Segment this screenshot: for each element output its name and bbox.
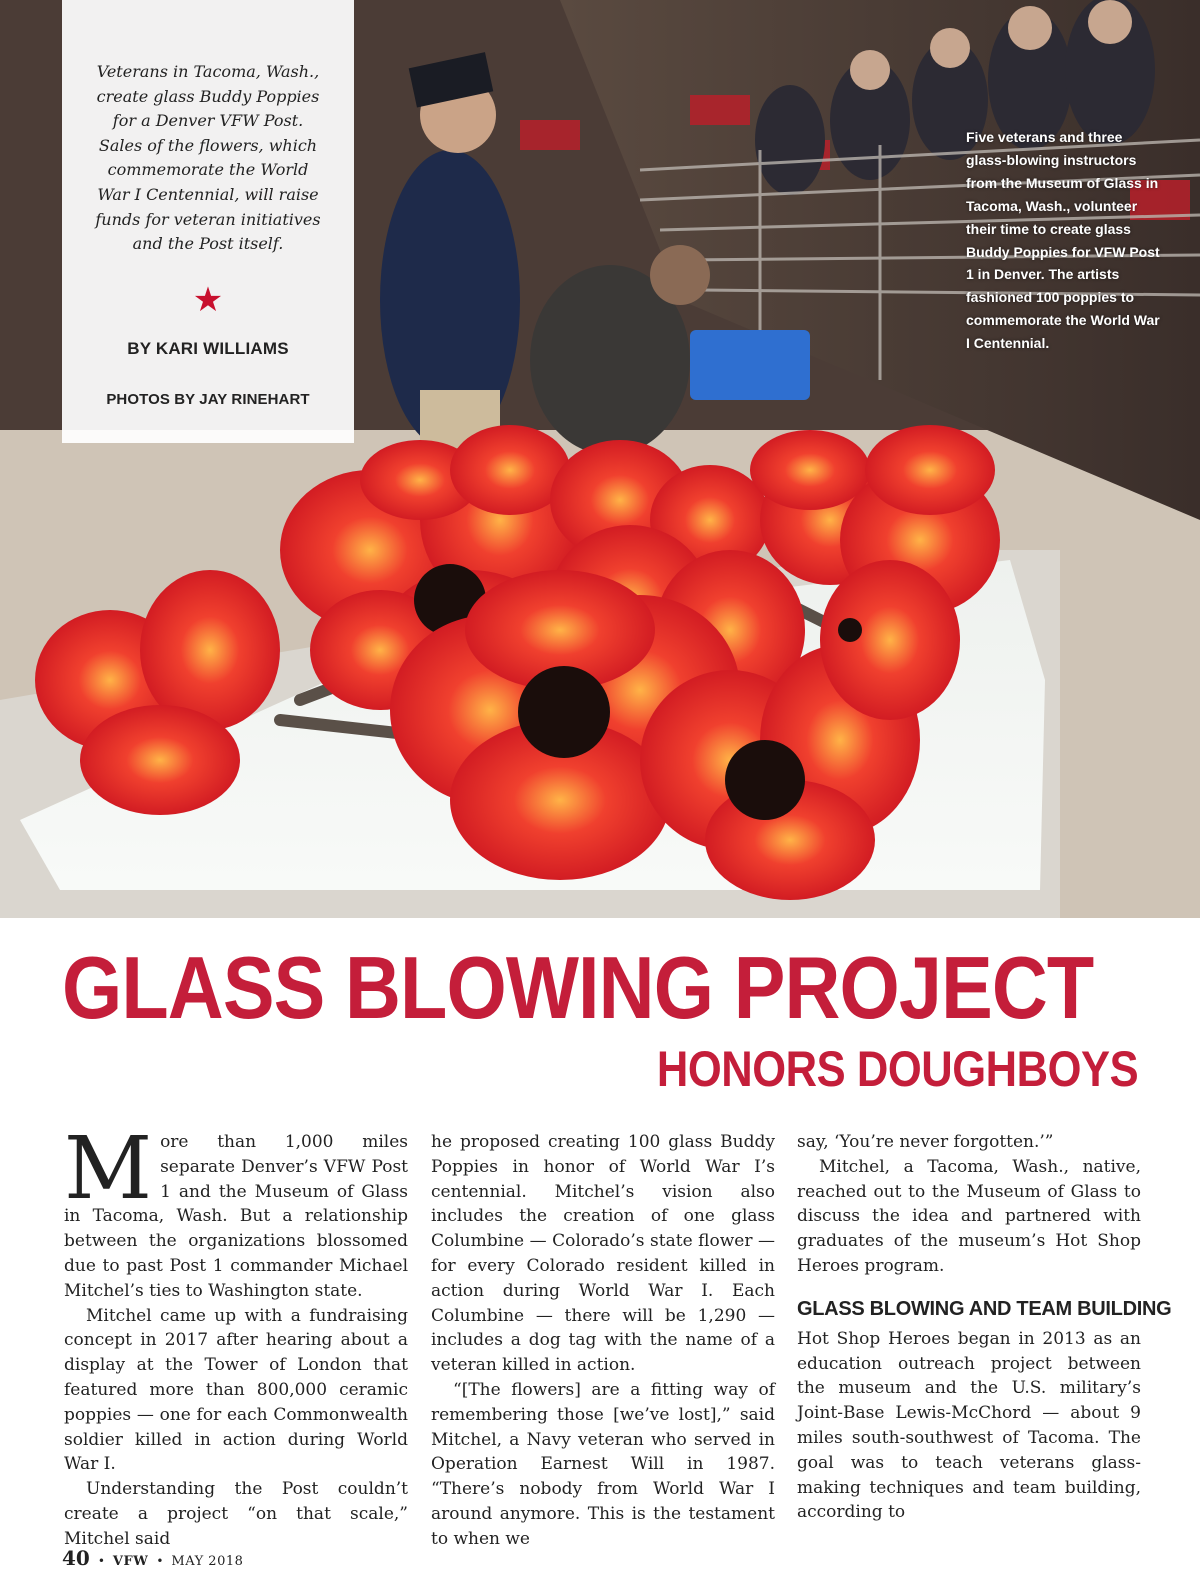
star-icon: ★ bbox=[192, 279, 224, 320]
paragraph-1 bbox=[64, 1119, 408, 1304]
intro-deck: Veterans in Tacoma, Wash., create glass Buddy Poppies for a Denver VFW Post. Sales of the flowers, which commemorate the World War I Centennial, will raise funds for veteran initiatives and the Post itself. bbox=[95, 62, 321, 254]
photo-credit: PHOTOS BY JAY RINEHART bbox=[106, 390, 310, 408]
intro-box bbox=[62, 0, 354, 443]
photo-caption: Five veterans and three glass-blowing instructors from the Museum of Glass in Tacoma, Wash., volunteer their time to create glass Buddy Poppies for VFW Post 1 in Denver. The artists fashioned 100 poppies to commemorate the World War I Centennial. bbox=[966, 129, 1160, 352]
folio-separator-2: • bbox=[156, 1554, 164, 1568]
paragraph-5: Mitchel, a Tacoma, Wash., native, reached out to the Museum of Glass to discuss the idea and partnered with graduates of the museum’s Hot Shop Heroes program. bbox=[797, 1156, 1141, 1276]
article-column-2 bbox=[431, 1130, 775, 1552]
paragraph-3-cont: he proposed creating 100 glass Buddy Poppies in honor of World War I’s centennial. Mitchel’s vision also includes the creation of one glass Columbine — Colorado’s state flower — for every Colorado resident killed in action during World War I. Each Columbine — there will be 1,290 — includes a dog tag with the name of a veteran killed in action. bbox=[431, 1132, 775, 1376]
paragraph-2: Mitchel came up with a fundraising concept in 2017 after hearing about a display at the Tower of London that featured more than 800,000 ceramic poppies — one for each Commonwealth soldier killed in action during World War I. bbox=[64, 1305, 408, 1475]
headline-main: GLASS BLOWING PROJECT bbox=[62, 938, 1094, 1037]
magazine-name: VFW bbox=[112, 1554, 149, 1569]
issue-date: MAY 2018 bbox=[171, 1554, 244, 1569]
page-folio bbox=[62, 1546, 243, 1570]
headline bbox=[62, 938, 1142, 1097]
page-number: 40 bbox=[62, 1546, 90, 1570]
paragraph-6: Hot Shop Heroes began in 2013 as an education outreach project between the museum and the U.S. military’s Joint-Base Lewis-McChord — about 9 miles south-southwest of Tacoma. The goal was to teach veterans glass-making techniques and team building, according to bbox=[797, 1328, 1141, 1523]
article-column-1 bbox=[64, 1119, 408, 1552]
dropcap: M bbox=[64, 1119, 153, 1219]
article-column-3 bbox=[797, 1130, 1172, 1525]
headline-sub: HONORS DOUGHBOYS bbox=[656, 1041, 1138, 1097]
paragraph-4-start: “[The flowers] are a fitting way of remembering those [we’ve lost],” said Mitchel, a Navy veteran who served in Operation Earnest Will in 1987. “There’s nobody from World War I around anymore. This is the testament to when we bbox=[431, 1379, 775, 1549]
folio-separator: • bbox=[97, 1554, 105, 1568]
paragraph-1-text: ore than 1,000 miles separate Denver’s VFW Post 1 and the Museum of Glass in Tacoma, Wash. But a relationship between the organizations blossomed due to past Post 1 commander Michael Mitchel’s ties to Washington state. bbox=[64, 1132, 408, 1301]
paragraph-4-cont: say, ‘You’re never forgotten.’” bbox=[797, 1132, 1054, 1152]
section-subhead: GLASS BLOWING AND TEAM BUILDING bbox=[797, 1297, 1172, 1320]
byline: BY KARI WILLIAMS bbox=[127, 338, 289, 358]
paragraph-3-start: Understanding the Post couldn’t create a project “on that scale,” Mitchel said bbox=[64, 1479, 408, 1549]
